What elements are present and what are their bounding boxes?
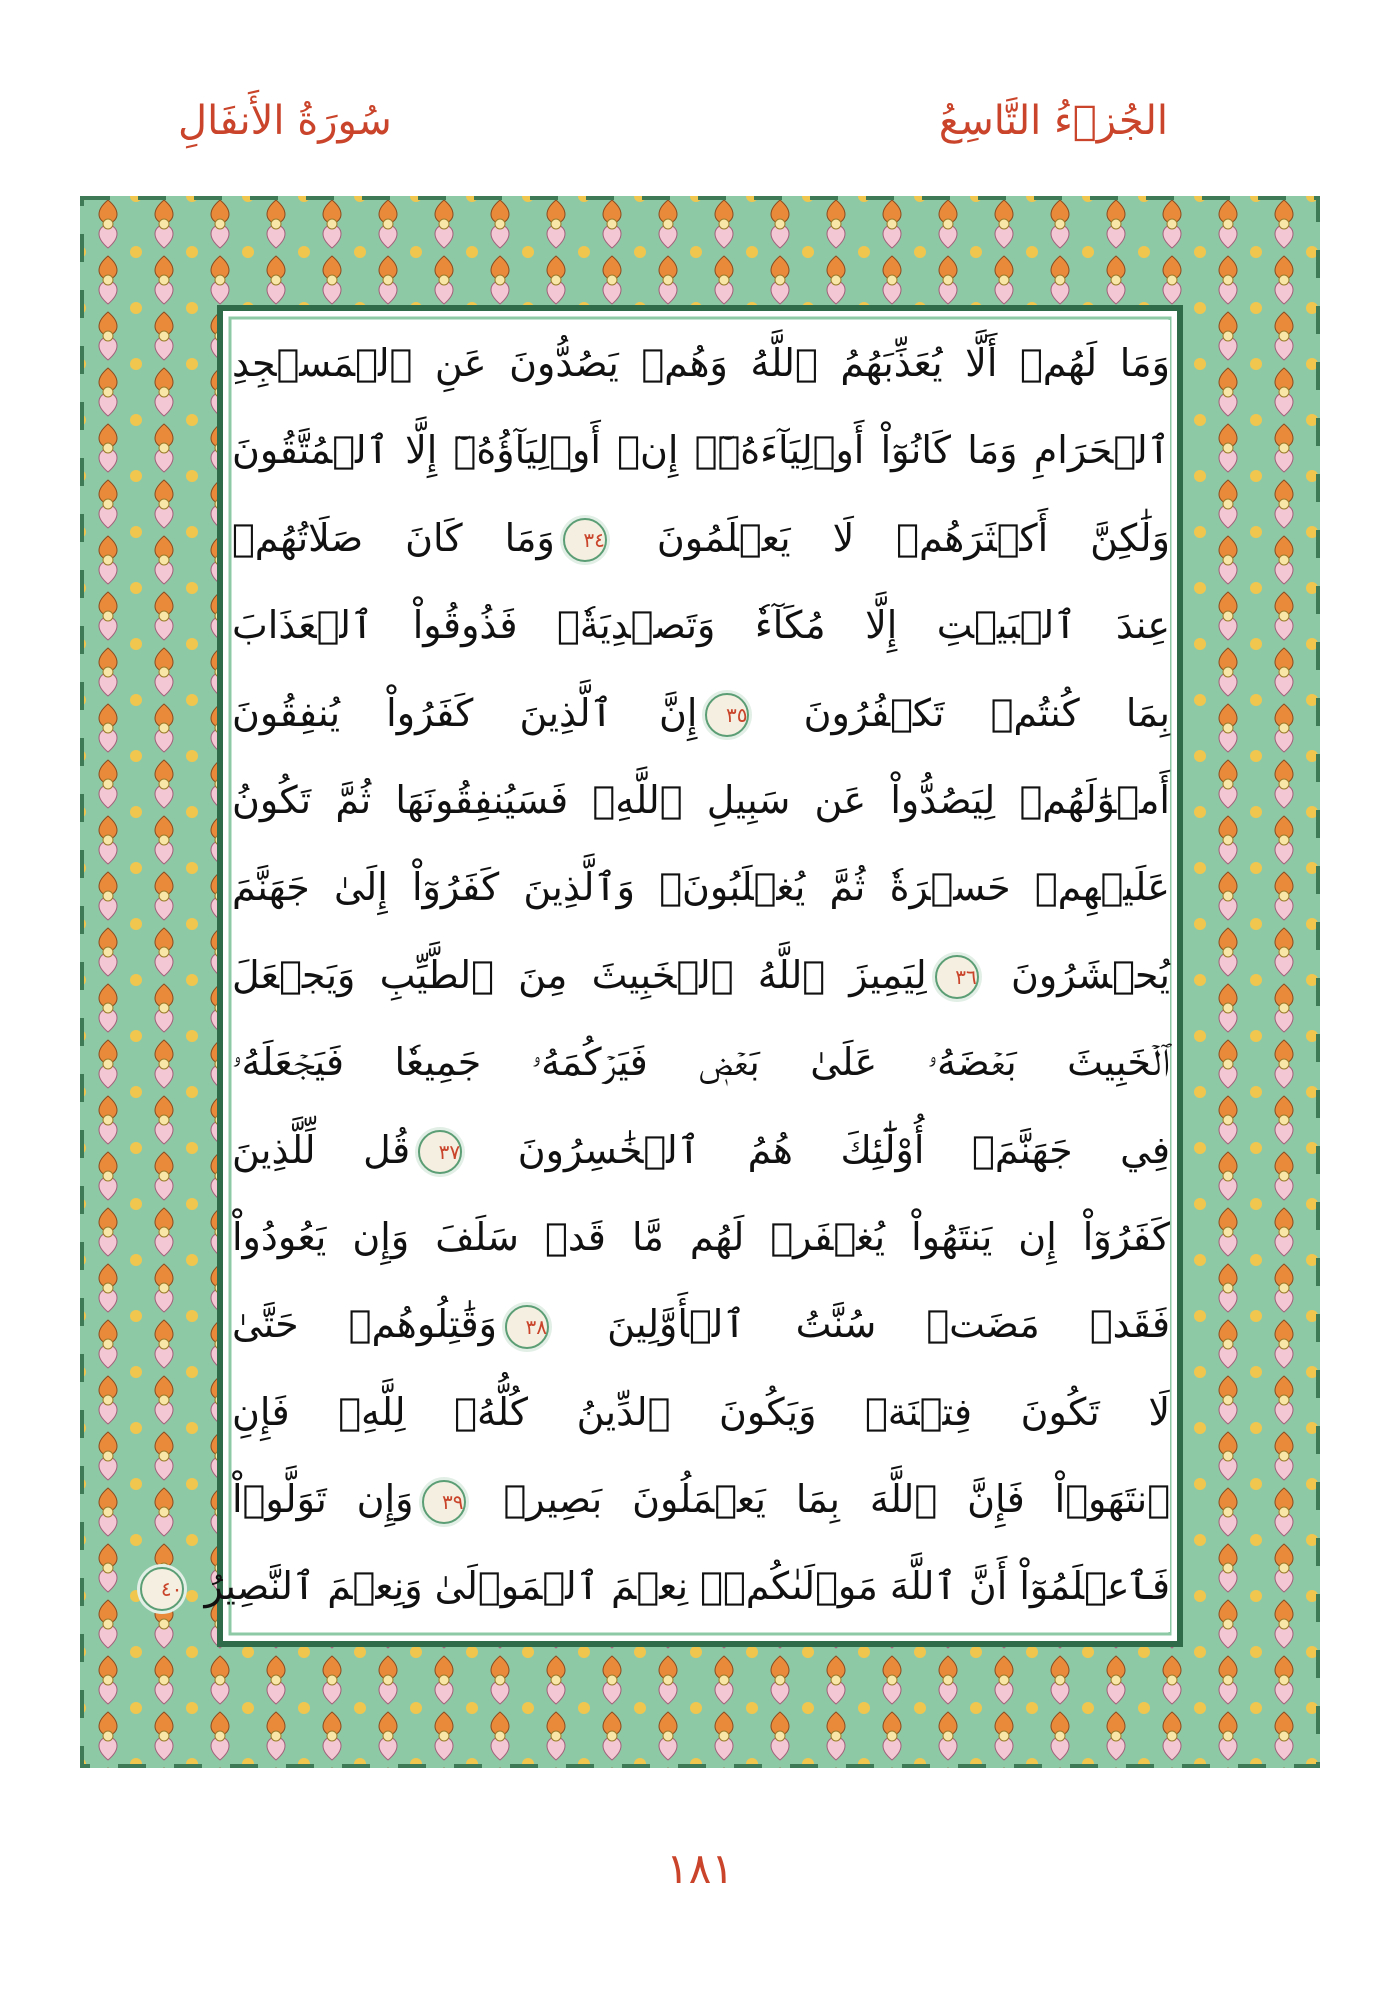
ayah-text: بِمَا كُنتُمۡ تَكۡفُرُونَ xyxy=(803,690,1170,735)
ayah-number-marker: ٣٧ xyxy=(418,1130,462,1174)
ayah-number-marker: ٣٦ xyxy=(935,955,979,999)
ayah-number-marker: ٣٨ xyxy=(505,1305,549,1349)
text-line xyxy=(232,320,1170,407)
quran-text-panel xyxy=(160,320,1171,1632)
ayah-text: أَمۡوَٰلَهُمۡ لِيَصُدُّواْ عَن سَبِيلِ ٱللَّهِۚ فَسَيُنفِقُونَهَا ثُمَّ تَكُونُ xyxy=(232,777,1170,822)
text-line xyxy=(232,582,1170,669)
text-line xyxy=(232,1019,1170,1106)
text-line xyxy=(232,1107,1170,1194)
text-line xyxy=(232,757,1170,844)
text-line xyxy=(232,407,1170,494)
text-line xyxy=(160,1543,1170,1630)
ayah-text: فَٱعۡلَمُوٓاْ أَنَّ ٱللَّهَ مَوۡلَىٰكُمۡۚ نِعۡمَ ٱلۡمَوۡلَىٰ وَنِعۡمَ ٱلنَّصِيرُ xyxy=(204,1564,1170,1609)
ayah-text: فِي جَهَنَّمَۚ أُوْلَٰٓئِكَ هُمُ ٱلۡخَٰسِرُونَ xyxy=(517,1127,1170,1172)
text-line xyxy=(232,495,1170,582)
ayah-number-marker: ٣٥ xyxy=(705,693,749,737)
ayah-text: ٱلۡخَبِيثَ بَعۡضَهُۥ عَلَىٰ بَعۡضٖ فَيَرۡكُمَهُۥ جَمِيعٗا فَيَجۡعَلَهُۥ xyxy=(232,1040,1170,1085)
ayah-text: قُل لِّلَّذِينَ xyxy=(232,1127,411,1172)
text-line xyxy=(232,1281,1170,1368)
ayah-text: إِنَّ ٱلَّذِينَ كَفَرُواْ يُنفِقُونَ xyxy=(232,690,698,735)
ayah-text: عِندَ ٱلۡبَيۡتِ إِلَّا مُكَآءٗ وَتَصۡدِيَةٗۚ فَذُوقُواْ ٱلۡعَذَابَ xyxy=(232,603,1170,648)
ayah-number-marker: ٣٤ xyxy=(563,518,607,562)
ayah-text: وَمَا لَهُمۡ أَلَّا يُعَذِّبَهُمُ ٱللَّهُ وَهُمۡ يَصُدُّونَ عَنِ ٱلۡمَسۡجِدِ xyxy=(232,341,1170,385)
ayah-text: ٱنتَهَوۡاْ فَإِنَّ ٱللَّهَ بِمَا يَعۡمَلُونَ بَصِيرٞ xyxy=(503,1477,1171,1522)
ayah-text: لَا تَكُونَ فِتۡنَةٞ وَيَكُونَ ٱلدِّينُ كُلُّهُۥ لِلَّهِۚ فَإِنِ xyxy=(232,1389,1170,1434)
ayah-text: وَمَا كَانَ صَلَاتُهُمۡ xyxy=(232,515,555,560)
ayah-number-marker: ٣٩ xyxy=(422,1480,466,1524)
ayah-text: عَلَيۡهِمۡ حَسۡرَةٗ ثُمَّ يُغۡلَبُونَۗ وَٱلَّذِينَ كَفَرُوٓاْ إِلَىٰ جَهَنَّمَ xyxy=(232,865,1170,910)
ayah-text: وَقَٰتِلُوهُمۡ حَتَّىٰ xyxy=(232,1302,498,1347)
ayah-text: وَلَٰكِنَّ أَكۡثَرَهُمۡ لَا يَعۡلَمُونَ xyxy=(656,515,1170,560)
text-line xyxy=(232,1194,1170,1281)
ayah-lines xyxy=(160,320,1171,1631)
page-number: ١٨١ xyxy=(666,1844,734,1893)
ayah-text: وَإِن تَوَلَّوۡاْ xyxy=(232,1477,414,1522)
text-line xyxy=(232,932,1170,1019)
text-line xyxy=(232,1369,1170,1456)
ayah-text: كَفَرُوٓاْ إِن يَنتَهُواْ يُغۡفَرۡ لَهُم مَّا قَدۡ سَلَفَ وَإِن يَعُودُواْ xyxy=(232,1214,1170,1259)
surah-title: سُورَةُ الأَنفَالِ xyxy=(178,98,392,144)
ayah-text: لِيَمِيزَ ٱللَّهُ ٱلۡخَبِيثَ مِنَ ٱلطَّيِّبِ وَيَجۡعَلَ xyxy=(232,952,927,997)
ayah-text: ٱلۡحَرَامِ وَمَا كَانُوٓاْ أَوۡلِيَآءَهُۥٓۚ إِنۡ أَوۡلِيَآؤُهُۥٓ إِلَّا ٱلۡمُتَّقُونَ xyxy=(232,428,1170,473)
ayah-text: فَقَدۡ مَضَتۡ سُنَّتُ ٱلۡأَوَّلِينَ xyxy=(607,1302,1170,1347)
ayah-text: يُحۡشَرُونَ xyxy=(1010,952,1170,997)
text-line xyxy=(232,670,1170,757)
text-line xyxy=(232,844,1170,931)
juz-title: الجُزۡءُ التَّاسِعُ xyxy=(938,98,1168,144)
text-line xyxy=(232,1456,1170,1543)
ayah-number-marker: ٤٠ xyxy=(140,1567,184,1611)
page-header xyxy=(0,98,1400,168)
